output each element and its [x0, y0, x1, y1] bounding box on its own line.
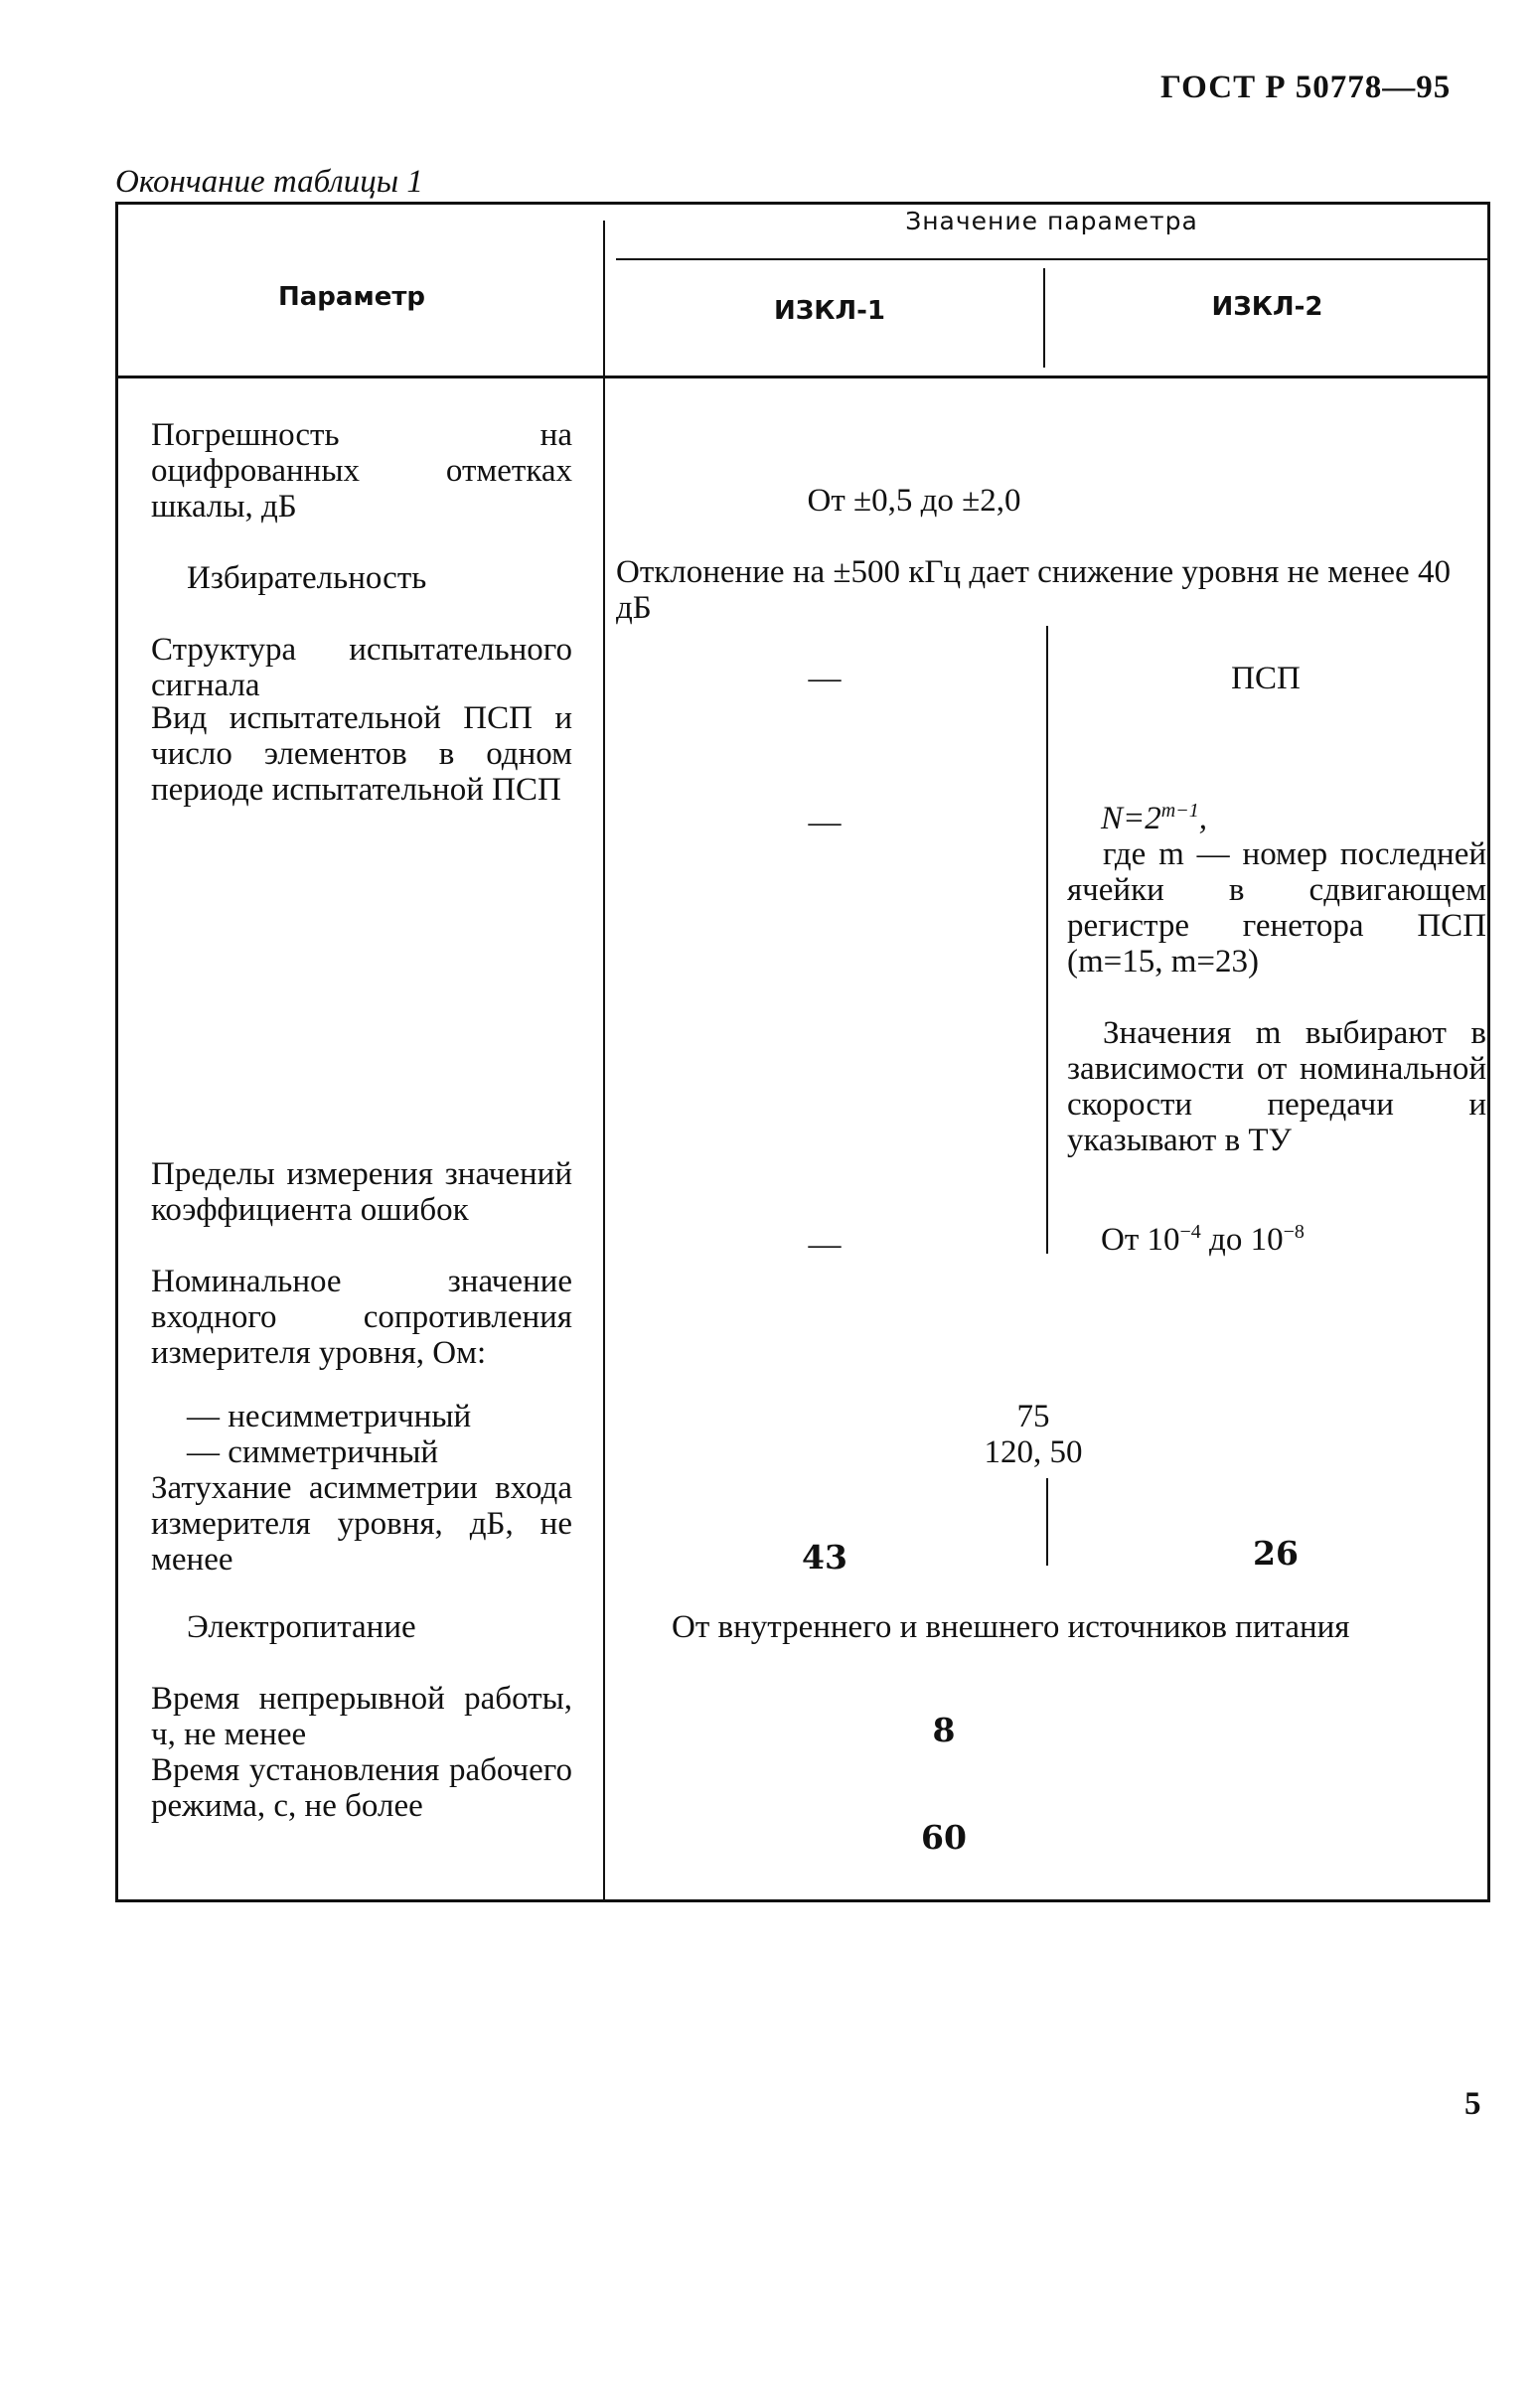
param-row-9: Затухание асимметрии входа измерителя уровня, дБ, не менее: [151, 1470, 572, 1578]
param-row-7: — несимметричный: [187, 1399, 472, 1434]
table-right-border: [1487, 202, 1490, 1902]
range-to: до 10: [1200, 1222, 1284, 1258]
value-row-12: 60: [921, 1818, 967, 1857]
table-left-border: [115, 202, 118, 1902]
izkl2-row-4-formula: [1101, 801, 1207, 836]
col-header-value-group: Значение параметра: [905, 207, 1198, 235]
subcolumn-divider-body-1: [1046, 626, 1048, 1254]
izkl1-row-9: 43: [802, 1538, 847, 1577]
col-header-izkl2: ИЗКЛ-2: [1211, 292, 1323, 322]
col-header-izkl1: ИЗКЛ-1: [774, 296, 885, 326]
value-row-1: От ±0,5 до ±2,0: [807, 483, 1021, 519]
param-row-3: Структура испытательного сигнала: [151, 632, 572, 703]
izkl2-row-9: 26: [1253, 1534, 1299, 1573]
param-column-divider: [603, 221, 605, 1899]
param-row-4: Вид испытательной ПСП и число элементов в одном периоде испытательной ПСП: [151, 700, 572, 808]
formula-exponent: m−1: [1160, 800, 1199, 822]
range-exp-2: −8: [1283, 1221, 1305, 1243]
param-row-2: Избирательность: [187, 560, 427, 596]
izkl1-row-5: —: [808, 1227, 842, 1263]
param-row-6: Номинальное значение входного сопротивления измерителя уровня, Ом:: [151, 1264, 572, 1371]
param-row-1: Погрешность на оцифрованных отметках шкалы, дБ: [151, 417, 572, 525]
range-from: От 10: [1101, 1222, 1180, 1258]
value-row-11: 8: [932, 1711, 956, 1749]
izkl2-row-5: [1101, 1222, 1305, 1258]
param-row-8: — симметричный: [187, 1434, 439, 1470]
value-row-2: Отклонение на ±500 кГц дает снижение уровня не менее 40 дБ: [616, 554, 1451, 626]
izkl2-row-4-text1: где m — номер последней ячейки в сдвигающем регистре генетора ПСП (m=15, m=23): [1067, 836, 1486, 979]
page-number: 5: [1464, 2086, 1482, 2122]
table-header-rule: [115, 376, 1490, 378]
izkl2-row-3: ПСП: [1231, 661, 1301, 696]
izkl1-row-3: —: [808, 661, 842, 696]
value-row-10: От внутреннего и внешнего источников питания: [672, 1609, 1350, 1645]
subcolumn-divider-body-2: [1046, 1478, 1048, 1566]
range-exp-1: −4: [1179, 1221, 1201, 1243]
param-row-12: Время установления рабочего режима, с, не более: [151, 1752, 572, 1824]
param-row-10: Электропитание: [187, 1609, 416, 1645]
table-bottom-rule: [115, 1899, 1490, 1902]
subcolumn-divider-header: [1043, 268, 1045, 368]
table-top-rule: [115, 202, 1490, 205]
formula-base: N=2: [1101, 801, 1161, 836]
value-row-7: 75: [1016, 1399, 1050, 1434]
formula-end: ,: [1198, 801, 1207, 836]
col-header-param: Параметр: [278, 282, 426, 312]
param-row-5: Пределы измерения значений коэффициента ошибок: [151, 1156, 572, 1228]
value-row-8: 120, 50: [984, 1434, 1083, 1470]
param-row-11: Время непрерывной работы, ч, не менее: [151, 1681, 572, 1752]
document-code: ГОСТ Р 50778—95: [1160, 70, 1452, 105]
izkl2-row-4-text2: Значения m выбирают в зависимости от номинальной скорости передачи и указывают в ТУ: [1067, 1015, 1486, 1158]
izkl1-row-4: —: [808, 805, 842, 840]
value-subheader-rule: [616, 258, 1487, 260]
table-caption: Окончание таблицы 1: [115, 164, 423, 200]
